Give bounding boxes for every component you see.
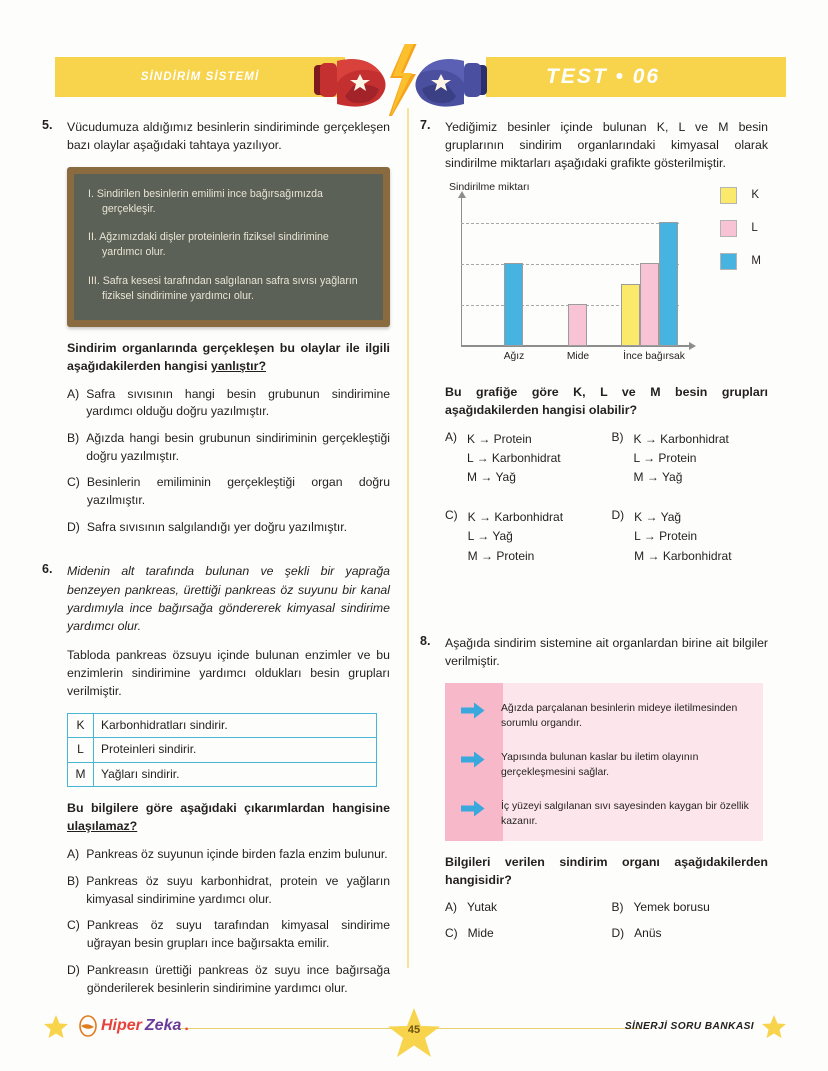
logo-text-dot: .: [184, 1017, 189, 1034]
info-row: [461, 750, 751, 780]
legend-label: K: [751, 189, 760, 202]
option-line: M → Protein: [467, 548, 535, 563]
option-c[interactable]: [445, 508, 602, 566]
option-a[interactable]: [445, 900, 602, 914]
question-stem: Midenin alt tarafında bulunan ve şekli bir yaprağa benzeyen pankreas, ürettiği pankreas öz suyunu bir kanal yardımıyla ince bağırsağa göndererek kimyasal sindirime yardımcı olur.: [67, 564, 390, 633]
chart-xtick-label: Ağız: [503, 350, 525, 362]
option-letter: D): [611, 925, 625, 940]
bar-ince-bagirsak-K: [621, 284, 640, 346]
option-letter: C): [67, 475, 80, 490]
board-statement: III. Safra kesesi tarafından salgılanan safra sıvısı yağların fiziksel sindirimine yardımcı olur.: [88, 274, 358, 302]
option-text: Pankreas öz suyu karbonhidrat, protein ve yağların kimyasal sindirimine yardımcı olur.: [86, 874, 390, 906]
table-row: [68, 762, 377, 787]
logo-text-primary: Hiper: [101, 1017, 142, 1034]
option-text: Yutak: [467, 899, 498, 914]
option-letter: A): [67, 847, 80, 862]
option-letter: D): [67, 962, 80, 977]
legend-item-M: [720, 253, 761, 270]
bar-ince-bagirsak-M: [659, 222, 678, 346]
arrow-right-icon: [461, 751, 485, 768]
legend-swatch-K: [720, 187, 737, 204]
option-text: Pankreasın ürettiği pankreas öz suyu ince bağırsağa gönderilerek besinlerin sindirimine yardımcı olur.: [86, 962, 390, 995]
option-letter: C): [445, 925, 458, 940]
option-text: Safra sıvısının salgılandığı yer doğru yazılmıştır.: [86, 519, 347, 534]
legend-label: M: [751, 255, 761, 268]
option-c[interactable]: [445, 926, 602, 940]
option-d[interactable]: [612, 508, 769, 566]
question-6: [42, 562, 390, 997]
legend-swatch-M: [720, 253, 737, 270]
question-prompt: [67, 800, 390, 836]
option-letter: B): [67, 874, 80, 889]
option-line: K → Protein: [467, 431, 532, 446]
chart-gridline: [461, 223, 679, 224]
option-text: Mide: [467, 925, 494, 940]
option-line: M → Yağ: [467, 470, 516, 485]
column-divider: [407, 108, 409, 968]
prompt-text: Bu bilgilere göre aşağıdaki çıkarımlardan hangisine: [67, 801, 390, 816]
option-letter: B): [67, 430, 80, 445]
option-d[interactable]: [67, 962, 390, 997]
right-column: [420, 118, 768, 954]
test-band: [486, 57, 786, 97]
question-prompt: Bu grafiğe göre K, L ve M besin grupları aşağıdakilerden hangisi olabilir?: [445, 384, 768, 417]
subject-title: SİNDİRİM SİSTEMİ: [140, 71, 260, 83]
chart-y-axis: [461, 197, 462, 347]
question-number: 6.: [42, 562, 53, 577]
option-d[interactable]: [67, 519, 390, 537]
chart-y-axis-label: Sindirilme miktarı: [449, 180, 530, 193]
option-letter: C): [445, 507, 458, 522]
option-letter: D): [67, 519, 80, 534]
chart-xtick-label: Mide: [566, 350, 590, 362]
option-letter: A): [445, 899, 457, 914]
question-8: [420, 634, 768, 939]
info-text: İç yüzeyi salgılanan sıvı sayesinden kaygan bir özellik kazanır.: [501, 800, 749, 827]
option-text: Yemek borusu: [633, 899, 710, 914]
info-text: Yapısında bulunan kaslar bu iletim olayının gerçekleşmesini sağlar.: [501, 751, 699, 778]
question-paragraph: Tabloda pankreas özsuyu içinde bulunan enzimler ve bu enzimlerin sindirimine yardımcı oldukları besin grupları verilmiştir.: [67, 648, 390, 699]
option-line: M → Karbonhidrat: [634, 548, 732, 563]
question-8-options: [445, 900, 768, 940]
option-letter: D): [611, 507, 625, 522]
option-line: K → Karbonhidrat: [467, 509, 564, 524]
board-statement: II. Ağzımızdaki dişler proteinlerin fiziksel sindirimine yardımcı olur.: [88, 231, 329, 259]
question-stem: Vücudumuza aldığımız besinlerin sindiriminde gerçekleşen bazı olaylar aşağıdaki tahtaya yazılıyor.: [67, 120, 390, 153]
question-prompt: [67, 340, 390, 376]
question-stem: Aşağıda sindirim sistemine ait organlardan birine ait bilgiler verilmiştir.: [445, 636, 768, 669]
publisher-logo: [78, 1015, 189, 1037]
info-row: [461, 701, 751, 731]
chart-plot-area: [461, 197, 689, 362]
question-number: 8.: [420, 634, 431, 649]
prompt-emphasis: yanlıştır?: [210, 358, 267, 373]
logo-text-secondary: Zeka: [144, 1017, 182, 1034]
table-cell-key: L: [68, 738, 94, 763]
organ-info-box: [445, 683, 763, 841]
option-text: Anüs: [634, 925, 662, 940]
legend-item-K: [720, 187, 761, 204]
question-7-options: [445, 430, 768, 567]
series-name: SİNERJİ SORU BANKASI: [624, 1021, 754, 1032]
table-cell-value: Karbonhidratları sindirir.: [94, 713, 377, 738]
option-b[interactable]: [67, 430, 390, 465]
legend-item-L: [720, 220, 761, 237]
prompt-text: Sindirim organlarında gerçekleşen bu olaylar ile ilgili aşağıdakilerden hangisi: [67, 340, 390, 373]
option-text: Safra sıvısının hangi besin grubunun sindirimine yardımcı olduğu doğru yazılmıştır.: [86, 386, 390, 419]
option-c[interactable]: [67, 917, 390, 952]
table-cell-key: K: [68, 713, 94, 738]
prompt-emphasis: ulaşılamaz?: [67, 819, 138, 834]
left-column: [42, 118, 390, 1011]
test-number-label: TEST • 06: [546, 65, 661, 88]
option-text: Pankreas öz suyu tarafından kimyasal sindirime uğrayan besin grupları ince bağırsakta emilir.: [86, 918, 390, 951]
legend-swatch-L: [720, 220, 737, 237]
option-d[interactable]: [612, 926, 769, 940]
page-number: 45: [407, 1024, 421, 1036]
chart-legend: [720, 187, 761, 286]
option-text: Ağızda hangi besin grubunun sindiriminin gerçekleştiği doğru yazılmıştır.: [86, 430, 390, 463]
option-line: L → Karbonhidrat: [467, 450, 561, 465]
digestion-bar-chart: [445, 181, 765, 371]
option-letter: C): [67, 918, 80, 933]
option-c[interactable]: [67, 474, 390, 509]
page-footer: [40, 1007, 788, 1049]
logo-mark-icon: [78, 1015, 98, 1037]
option-line: L → Yağ: [467, 529, 513, 544]
option-b[interactable]: [612, 900, 769, 914]
option-line: L → Protein: [634, 529, 698, 544]
star-decoration-right-icon: [760, 1013, 788, 1041]
chart-xtick-label: İnce bağırsak: [623, 350, 685, 362]
table-cell-value: Yağları sindirir.: [94, 762, 377, 787]
table-row: [68, 738, 377, 763]
option-letter: B): [611, 429, 624, 444]
arrow-right-icon: [461, 800, 485, 817]
option-a[interactable]: [67, 386, 390, 421]
info-text: Ağızda parçalanan besinlerin mideye iletilmesinden sorumlu organdır.: [501, 702, 738, 729]
option-a[interactable]: [445, 430, 602, 488]
question-5: [42, 118, 390, 536]
option-line: K → Yağ: [634, 509, 682, 524]
option-b[interactable]: [67, 873, 390, 908]
bar-ince-bagirsak-L: [640, 263, 659, 346]
option-a[interactable]: [67, 846, 390, 864]
question-number: 5.: [42, 118, 53, 132]
table-cell-key: M: [68, 762, 94, 787]
enzyme-table: [67, 713, 377, 788]
table-row: [68, 713, 377, 738]
option-line: K → Karbonhidrat: [633, 431, 729, 446]
option-letter: A): [445, 429, 457, 444]
legend-label: L: [751, 222, 758, 235]
question-stem: Yediğimiz besinler içinde bulunan K, L ve M besin gruplarının sindirim organlarındaki kimyasal olarak sindirilme miktarları aşağıdaki grafikte gösterilmiştir.: [445, 120, 768, 171]
blackboard-figure: [67, 167, 390, 326]
arrow-right-icon: [461, 702, 485, 719]
question-prompt: Bilgileri verilen sindirim organı aşağıdakilerden hangisidir?: [445, 854, 768, 887]
option-text: Pankreas öz suyunun içinde birden fazla enzim bulunur.: [86, 847, 388, 862]
boxing-gloves-icon: [298, 44, 503, 116]
bar-agiz-M: [504, 263, 523, 346]
option-line: L → Protein: [633, 450, 697, 465]
page-header: [55, 57, 786, 97]
board-statement: I. Sindirilen besinlerin emilimi ince bağırsağımızda gerçekleşir.: [88, 188, 323, 216]
option-b[interactable]: [612, 430, 769, 488]
option-letter: B): [611, 899, 624, 914]
option-letter: A): [67, 386, 80, 401]
table-cell-value: Proteinleri sindirir.: [94, 738, 377, 763]
question-7: [420, 118, 768, 566]
info-row: [461, 799, 751, 829]
question-number: 7.: [420, 118, 431, 132]
bar-mide-L: [568, 304, 587, 346]
star-decoration-left-icon: [42, 1013, 70, 1041]
option-text: Besinlerin emiliminin gerçekleştiği organ doğru yazılmıştır.: [86, 475, 390, 507]
option-line: M → Yağ: [633, 470, 683, 485]
